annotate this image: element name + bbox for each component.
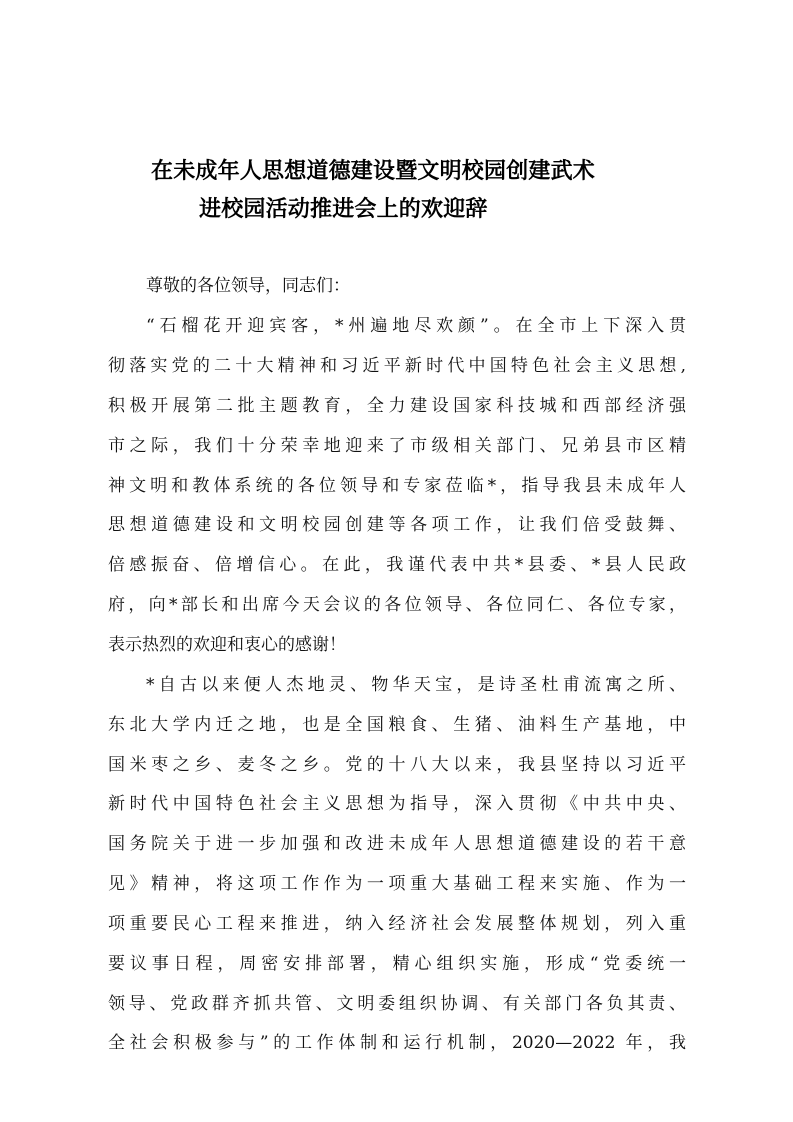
- paragraph1-line: “石榴花开迎宾客，*州遍地尽欢颜”。在全市上下深入贯: [146, 316, 686, 336]
- document-title-line-2: 进校园活动推进会上的欢迎辞: [199, 197, 488, 222]
- paragraph2-line: 领导、党政群齐抓共管、文明委组织协调、有关部门各负其责、: [108, 994, 686, 1014]
- paragraph1-line: 神文明和教体系统的各位领导和专家莅临*，指导我县未成年人: [108, 476, 686, 496]
- paragraph2-line: 全社会积极参与”的工作体制和运行机制，2020—2022 年，我: [108, 1033, 686, 1053]
- paragraph2-line: 项重要民心工程来推进，纳入经济社会发展整体规划，列入重: [108, 914, 686, 934]
- paragraph1-line: 府，向*部长和出席今天会议的各位领导、各位同仁、各位专家，: [108, 595, 686, 615]
- paragraph1-line: 市之际，我们十分荣幸地迎来了市级相关部门、兄弟县市区精: [108, 436, 686, 456]
- paragraph2-line: *自古以来便人杰地灵、物华天宝，是诗圣杜甫流寓之所、: [146, 675, 686, 695]
- paragraph2-line: 见》精神，将这项工作作为一项重大基础工程来实施、作为一: [108, 874, 686, 894]
- paragraph1-line: 倍感振奋、倍增信心。在此，我谨代表中共*县委、*县人民政: [108, 555, 686, 575]
- paragraph1-line: 彻落实党的二十大精神和习近平新时代中国特色社会主义思想,: [108, 356, 686, 376]
- paragraph2-line: 东北大学内迁之地，也是全国粮食、生猪、油料生产基地，中: [108, 715, 686, 735]
- paragraph1-line: 积极开展第二批主题教育，全力建设国家科技城和西部经济强: [108, 396, 686, 416]
- paragraph2-line: 国米枣之乡、麦冬之乡。党的十八大以来，我县坚持以习近平: [108, 755, 686, 775]
- salutation: 尊敬的各位领导，同志们：: [146, 276, 350, 296]
- paragraph1-line: 思想道德建设和文明校园创建等各项工作，让我们倍受鼓舞、: [108, 515, 686, 535]
- paragraph2-line: 新时代中国特色社会主义思想为指导，深入贯彻《中共中央、: [108, 794, 686, 814]
- paragraph2-line: 要议事日程，周密安排部署，精心组织实施，形成“党委统一: [108, 954, 686, 974]
- paragraph2-line: 国务院关于进一步加强和改进未成年人思想道德建设的若干意: [108, 834, 686, 854]
- paragraph1-line: 表示热烈的欢迎和衷心的感谢！: [108, 635, 346, 655]
- document-title-line-1: 在未成年人思想道德建设暨文明校园创建武术: [151, 159, 596, 184]
